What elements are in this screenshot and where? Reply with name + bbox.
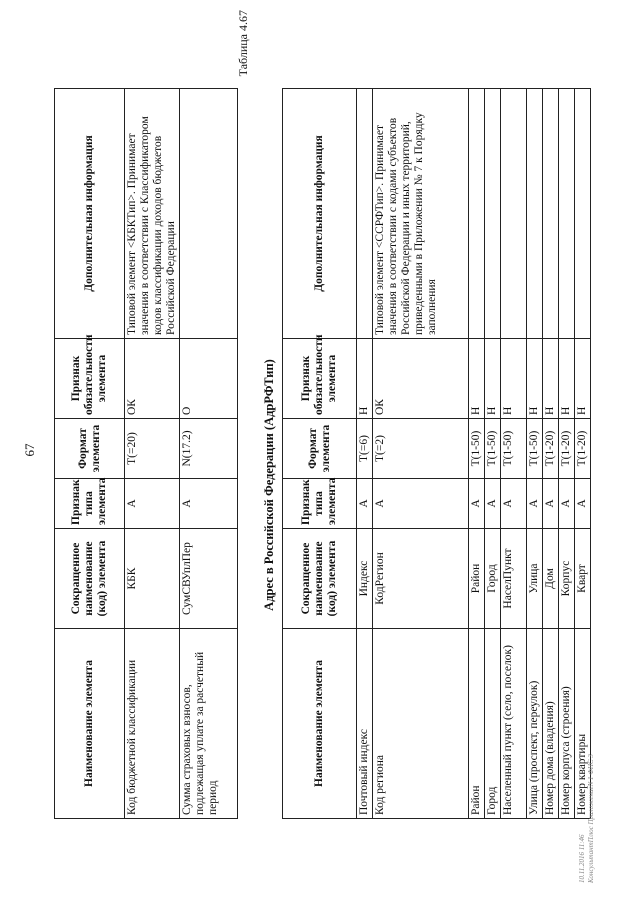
cell-info xyxy=(469,89,485,339)
cell-format: T(=6) xyxy=(357,419,373,479)
header-name: Наименование элемента xyxy=(283,629,357,819)
table-row xyxy=(180,89,238,819)
cell-info xyxy=(543,89,559,339)
cell-format: T(1-20) xyxy=(559,419,575,479)
table-row xyxy=(373,89,469,819)
cell-required: ОК xyxy=(373,339,469,419)
cell-required: Н xyxy=(575,339,591,419)
table-row xyxy=(559,89,575,819)
cell-name: Город xyxy=(485,629,501,819)
cell-name: Улица (проспект, переулок) xyxy=(527,629,543,819)
cell-name: Код бюджетной классификации xyxy=(125,629,180,819)
cell-required: Н xyxy=(357,339,373,419)
header-info: Дополнительная информация xyxy=(283,89,357,339)
header-required: Признак обязательности элемента xyxy=(55,339,125,419)
cell-format: T(1-20) xyxy=(543,419,559,479)
table-row xyxy=(469,89,485,819)
cell-type: А xyxy=(357,479,373,529)
table-row xyxy=(357,89,373,819)
cell-info xyxy=(527,89,543,339)
header-short-name: Сокращенное наименование (код) элемента xyxy=(283,529,357,629)
table-header-row xyxy=(55,89,125,819)
cell-type: А xyxy=(575,479,591,529)
cell-type: А xyxy=(180,479,238,529)
cell-type: А xyxy=(559,479,575,529)
cell-short-name: Город xyxy=(485,529,501,629)
cell-type: А xyxy=(527,479,543,529)
cell-info xyxy=(575,89,591,339)
cell-type: А xyxy=(485,479,501,529)
header-name: Наименование элемента xyxy=(55,629,125,819)
cell-info xyxy=(180,89,238,339)
cell-short-name: КодРегион xyxy=(373,529,469,629)
header-info: Дополнительная информация xyxy=(55,89,125,339)
cell-info xyxy=(357,89,373,339)
cell-type: А xyxy=(543,479,559,529)
table-row xyxy=(125,89,180,819)
cell-format: T(1-20) xyxy=(575,419,591,479)
cell-format: T(1-50) xyxy=(527,419,543,479)
cell-type: А xyxy=(373,479,469,529)
cell-name: Номер корпуса (строения) xyxy=(559,629,575,819)
cell-format: T(=2) xyxy=(373,419,469,479)
cell-format: T(1-50) xyxy=(469,419,485,479)
header-type: Признак типа элемента xyxy=(55,479,125,529)
cell-name: Сумма страховых взносов, подлежащая уплате за расчетный период xyxy=(180,629,238,819)
table-row xyxy=(527,89,543,819)
table-4-66-continuation xyxy=(54,88,238,819)
cell-name: Район xyxy=(469,629,485,819)
page-number: 67 xyxy=(22,443,37,457)
cell-name: Номер дома (владения) xyxy=(543,629,559,819)
header-format: Формат элемента xyxy=(55,419,125,479)
table-title: Адрес в Российской Федерации (АдрРФТип) xyxy=(262,359,276,611)
stamp-line: 10.11.2016 11:46 xyxy=(578,834,586,883)
cell-type: А xyxy=(501,479,527,529)
cell-short-name: СумСВУплПер xyxy=(180,529,238,629)
header-short-name: Сокращенное наименование (код) элемента xyxy=(55,529,125,629)
table-4-67 xyxy=(282,88,591,819)
cell-required: Н xyxy=(469,339,485,419)
table-row xyxy=(501,89,527,819)
table-row xyxy=(575,89,591,819)
header-required: Признак обязательности элемента xyxy=(283,339,357,419)
cell-name: Номер квартиры xyxy=(575,629,591,819)
cell-required: Н xyxy=(527,339,543,419)
cell-name: Код региона xyxy=(373,629,469,819)
table-row xyxy=(485,89,501,819)
header-type: Признак типа элемента xyxy=(283,479,357,529)
cell-required: Н xyxy=(559,339,575,419)
cell-type: А xyxy=(125,479,180,529)
cell-short-name: Корпус xyxy=(559,529,575,629)
cell-format: T(1-50) xyxy=(485,419,501,479)
stamp-line: КонсультантПлюс ПриложениеN 1 ФНС 3 xyxy=(587,754,595,883)
table-row xyxy=(543,89,559,819)
cell-required: Н xyxy=(485,339,501,419)
table-header-row xyxy=(283,89,357,819)
cell-short-name: КБК xyxy=(125,529,180,629)
header-format: Формат элемента xyxy=(283,419,357,479)
cell-info: Типовой элемент <КБКТип>. Принимает значения в соответствии с Классификатором кодов классификации доходов бюджетов Российской Федерации xyxy=(125,89,180,339)
cell-info: Типовой элемент <ССРФТип>. Принимает значения в соответствии с кодами субъектов Российской Федерации и иных территорий, приведенными в Приложении № 7 к Порядку заполнения xyxy=(373,89,469,339)
cell-required: О xyxy=(180,339,238,419)
scan-stamp xyxy=(578,723,596,883)
cell-short-name: Дом xyxy=(543,529,559,629)
cell-info xyxy=(501,89,527,339)
cell-format: N(17.2) xyxy=(180,419,238,479)
cell-name: Населенный пункт (село, поселок) xyxy=(501,629,527,819)
cell-required: Н xyxy=(543,339,559,419)
cell-format: T(=20) xyxy=(125,419,180,479)
cell-info xyxy=(559,89,575,339)
cell-name: Почтовый индекс xyxy=(357,629,373,819)
cell-format: T(1-50) xyxy=(501,419,527,479)
cell-short-name: Район xyxy=(469,529,485,629)
cell-type: А xyxy=(469,479,485,529)
cell-info xyxy=(485,89,501,339)
table-label: Таблица 4.67 xyxy=(236,10,250,77)
cell-short-name: НаселПункт xyxy=(501,529,527,629)
cell-short-name: Улица xyxy=(527,529,543,629)
cell-short-name: Индекс xyxy=(357,529,373,629)
cell-short-name: Кварт xyxy=(575,529,591,629)
cell-required: Н xyxy=(501,339,527,419)
cell-required: ОК xyxy=(125,339,180,419)
